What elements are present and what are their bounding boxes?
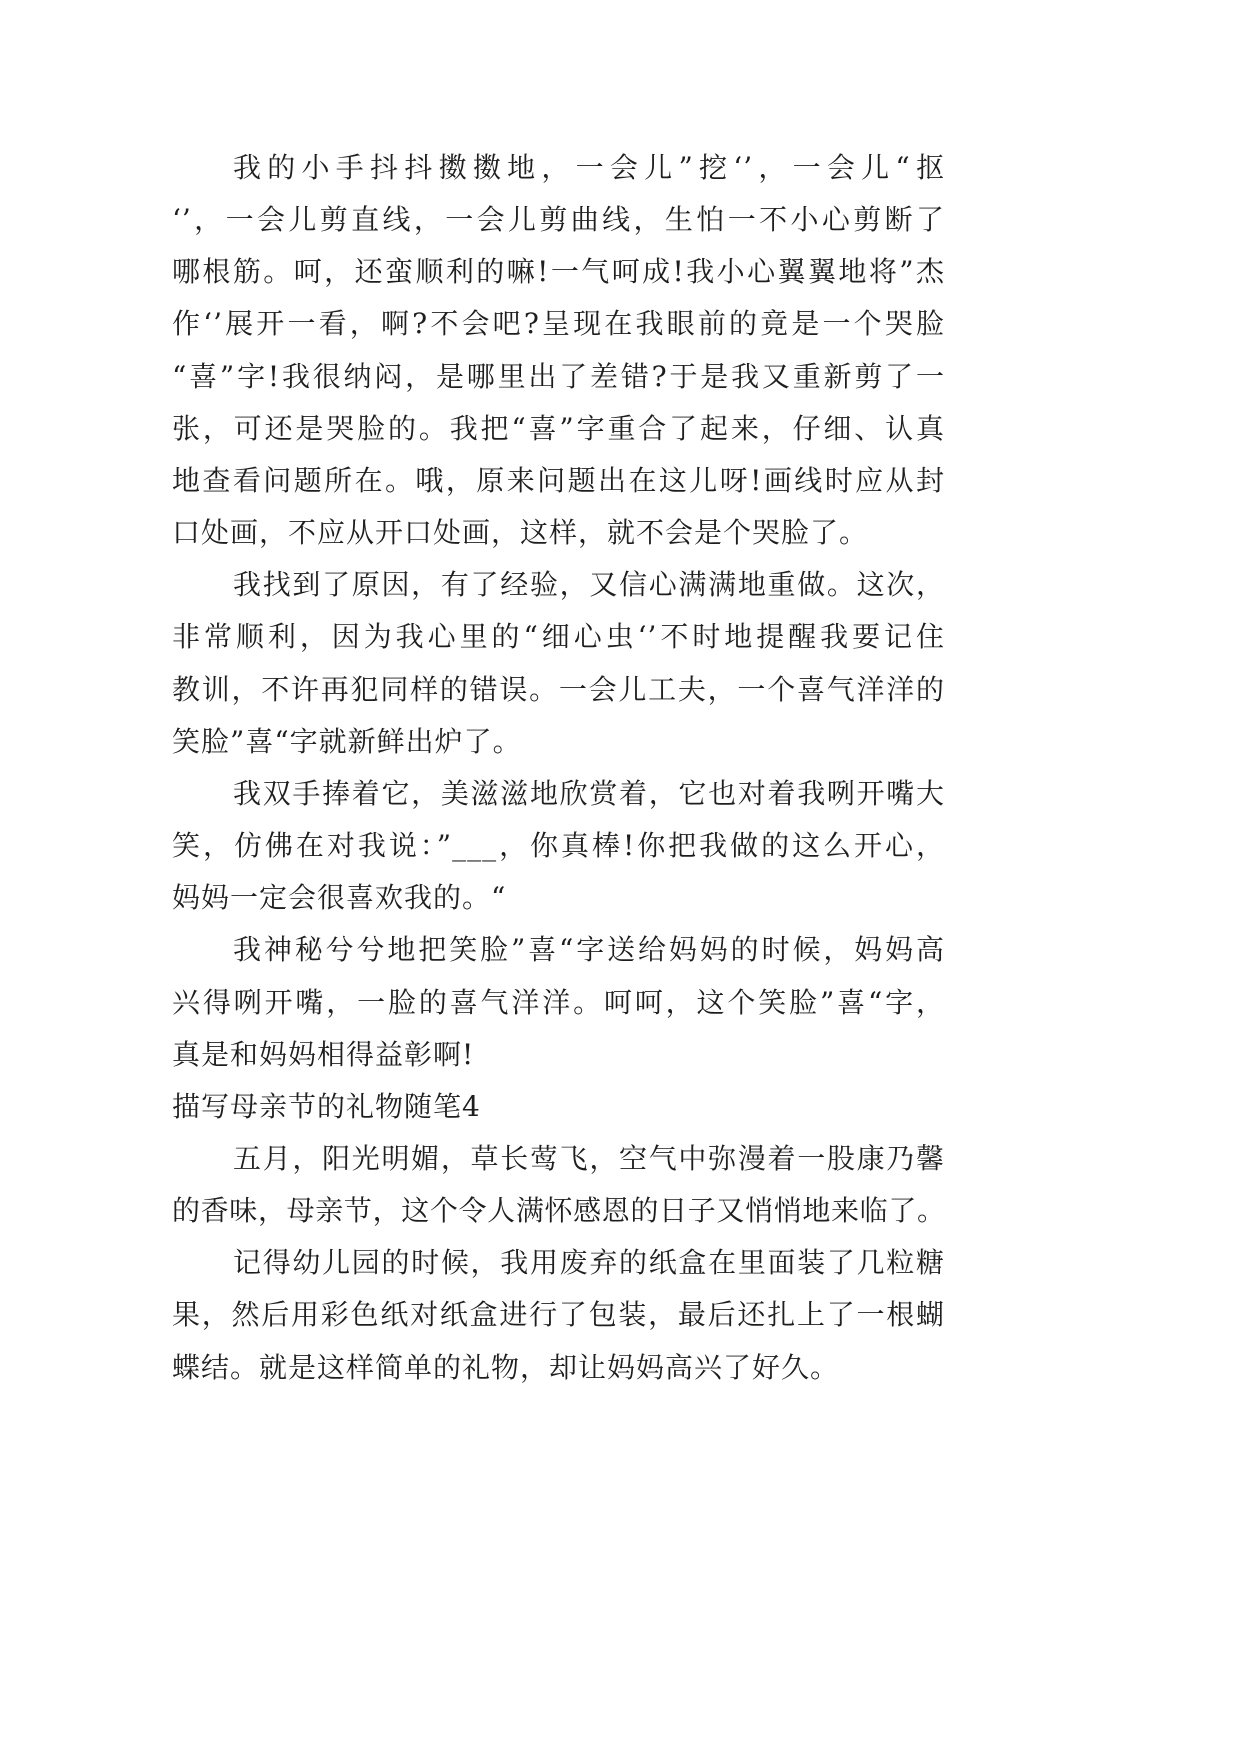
body-paragraph: [172, 142, 945, 559]
text-line: 蝶结。就是这样简单的礼物，却让妈妈高兴了好久。: [172, 1350, 840, 1384]
text-line: 笑，仿佛在对我说：”___，你真棒!你把我做的这么开心，: [172, 829, 945, 863]
document-body: [172, 142, 945, 1394]
section-heading: 描写母亲节的礼物随笔4: [172, 1089, 481, 1123]
text-line: 妈妈一定会很喜欢我的。“: [172, 881, 507, 915]
text-line: 果，然后用彩色纸对纸盒进行了包装，最后还扎上了一根蝴: [172, 1298, 945, 1332]
text-line: 我双手捧着它，美滋滋地欣赏着，它也对着我咧开嘴大: [233, 776, 945, 810]
text-line: 我找到了原因，有了经验，又信心满满地重做。这次，: [233, 568, 945, 602]
text-line: 笑脸”喜“字就新鲜出炉了。: [172, 724, 522, 758]
text-line: 教训，不许再犯同样的错误。一会儿工夫，一个喜气洋洋的: [172, 672, 945, 706]
body-paragraph: [172, 559, 945, 768]
text-line: 兴得咧开嘴，一脸的喜气洋洋。呵呵，这个笑脸”喜“字，: [172, 985, 945, 1019]
text-line: 非常顺利，因为我心里的“细心虫‘’不时地提醒我要记住: [172, 620, 945, 654]
text-line: 口处画，不应从开口处画，这样，就不会是个哭脸了。: [172, 516, 869, 550]
body-paragraph: [172, 924, 945, 1080]
text-line: 作‘’展开一看，啊?不会吧?呈现在我眼前的竟是一个哭脸: [172, 307, 945, 341]
body-paragraph: [172, 1133, 945, 1237]
text-line: 真是和妈妈相得益彰啊!: [172, 1037, 475, 1071]
text-line: 哪根筋。呵，还蛮顺利的嘛!一气呵成!我小心翼翼地将”杰: [172, 255, 945, 289]
text-line: 我神秘兮兮地把笑脸”喜“字送给妈妈的时候，妈妈高: [233, 933, 945, 967]
text-line: 记得幼儿园的时候，我用废弃的纸盒在里面装了几粒糖: [233, 1246, 945, 1280]
text-line: 五月，阳光明媚，草长莺飞，空气中弥漫着一股康乃馨: [233, 1141, 945, 1175]
text-line: “喜”字!我很纳闷，是哪里出了差错?于是我又重新剪了一: [172, 359, 945, 393]
body-paragraph: [172, 768, 945, 924]
text-line: 地查看问题所在。哦，原来问题出在这儿呀!画线时应从封: [172, 463, 945, 497]
text-line: ‘’，一会儿剪直线，一会儿剪曲线，生怕一不小心剪断了: [172, 203, 945, 237]
text-line: 的香味，母亲节，这个令人满怀感恩的日子又悄悄地来临了。: [172, 1194, 945, 1228]
text-line: 我的小手抖抖擞擞地，一会儿”挖‘’，一会儿“抠: [233, 151, 945, 184]
body-paragraph: [172, 1237, 945, 1393]
text-line: 张，可还是哭脸的。我把“喜”字重合了起来，仔细、认真: [172, 411, 945, 445]
